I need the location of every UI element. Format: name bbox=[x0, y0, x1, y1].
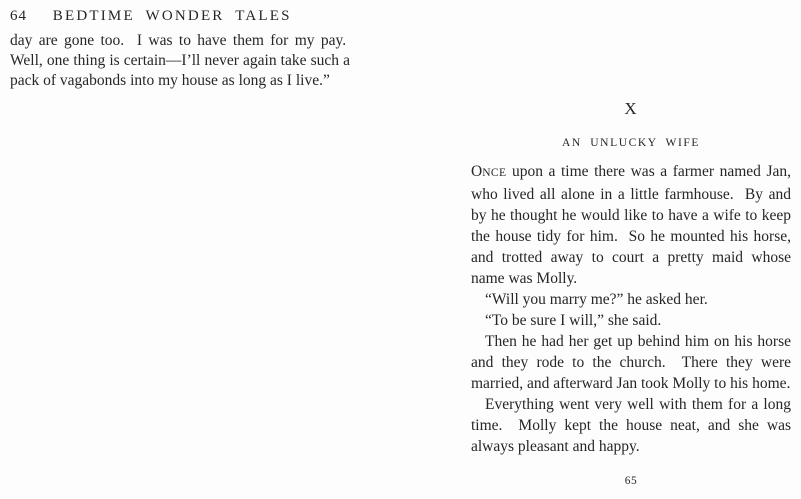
right-page-number: 65 bbox=[624, 475, 638, 487]
opening-paragraph-rest: upon a time there was a farmer named Jan, who lived all alone in a little farmhouse. By and by he thought he would like to have a wife to keep the house tidy for him. So he mounted his horse, and trotted away to court a pretty maid whose name was Molly. bbox=[471, 163, 791, 287]
paragraph: Everything went very well with them for a long time. Molly kept the house neat, and she was always pleasant and happy. bbox=[471, 396, 791, 455]
paragraph: “Will you marry me?” he asked her. bbox=[485, 291, 708, 308]
left-page-number: 64 bbox=[10, 8, 27, 24]
chapter-title: AN UNLUCKY WIFE bbox=[561, 137, 701, 149]
lead-small-caps: NCE bbox=[482, 167, 507, 179]
paragraph: day are gone too. I was to have them for my pay. Well, one thing is certain—I’ll never again take such a pack of vagabonds into my house as long as I live.” bbox=[10, 32, 350, 89]
left-page-text bbox=[10, 31, 350, 91]
right-page-text bbox=[471, 161, 791, 457]
running-title: BEDTIME WONDER TALES bbox=[52, 8, 292, 24]
lead-initial: O bbox=[471, 163, 483, 180]
right-page bbox=[471, 0, 791, 499]
paragraph bbox=[471, 161, 791, 289]
chapter-numeral: X bbox=[624, 99, 638, 118]
paragraph: “To be sure I will,” she said. bbox=[485, 312, 662, 329]
left-page-header bbox=[10, 8, 350, 25]
paragraph: Then he had her get up behind him on his horse and they rode to the church. There they were married, and afterward Jan took Molly to his home. bbox=[471, 333, 791, 392]
